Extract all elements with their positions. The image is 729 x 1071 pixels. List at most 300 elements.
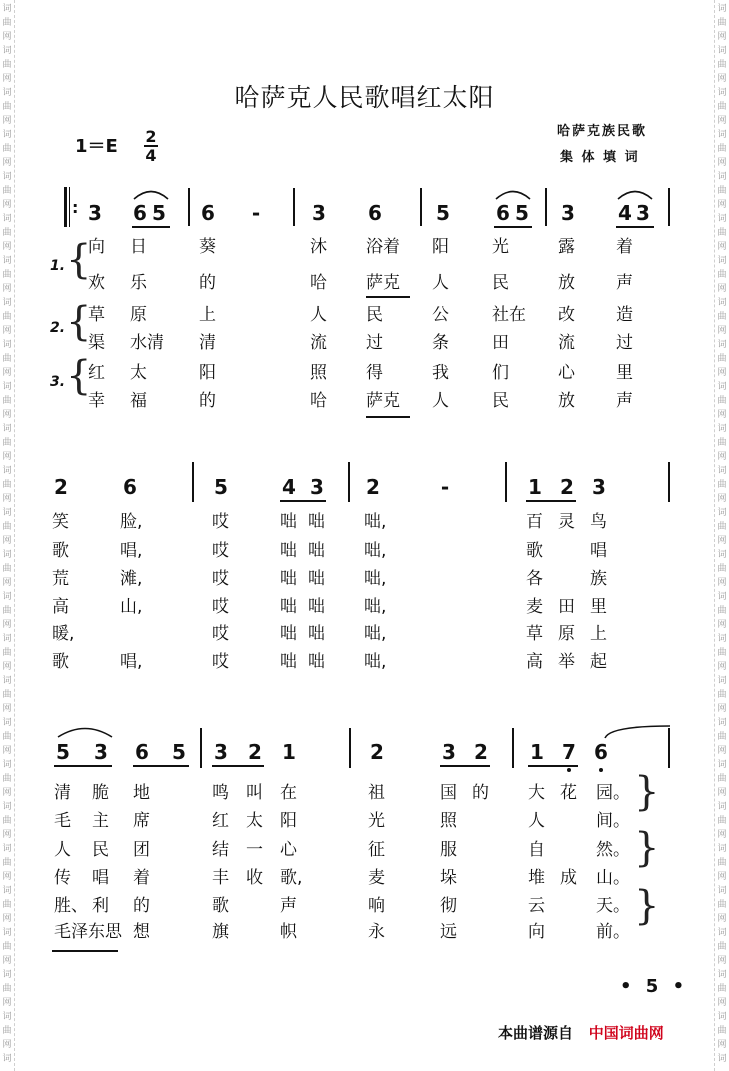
lyric-syllable: 得 bbox=[366, 363, 383, 383]
watermark-glyph: 词 bbox=[2, 592, 12, 602]
watermark-glyph: 曲 bbox=[2, 396, 12, 406]
lyric-syllable: 征 bbox=[368, 840, 385, 860]
lyric-syllable: 向 bbox=[528, 922, 545, 942]
note: 6 bbox=[594, 740, 608, 764]
watermark-glyph: 网 bbox=[2, 494, 12, 504]
watermark-glyph: 曲 bbox=[717, 690, 727, 700]
eighth-underline bbox=[526, 500, 576, 502]
lyric-syllable: 哎 bbox=[212, 624, 229, 644]
note: 6 bbox=[135, 740, 149, 764]
note: 3 bbox=[94, 740, 108, 764]
lyric-syllable: 萨克 bbox=[366, 391, 400, 411]
watermark-glyph: 网 bbox=[717, 284, 727, 294]
lyric-syllable: 服 bbox=[440, 840, 457, 860]
page-number: • 5 • bbox=[620, 976, 689, 997]
lyric-syllable: 咄 bbox=[280, 512, 297, 532]
lyric-syllable: 照 bbox=[310, 363, 327, 383]
watermark-glyph: 词 bbox=[717, 466, 727, 476]
lyric-syllable: 暖, bbox=[52, 624, 75, 644]
lyric-syllable: 灵 bbox=[558, 512, 575, 532]
lyric-syllable: 一 bbox=[246, 840, 263, 860]
watermark-glyph: 词 bbox=[717, 634, 727, 644]
watermark-glyph: 词 bbox=[717, 592, 727, 602]
verse-brace: { bbox=[66, 299, 92, 345]
lyric-syllable: 着 bbox=[133, 868, 150, 888]
watermark-glyph: 曲 bbox=[717, 480, 727, 490]
low-octave-dot bbox=[567, 768, 571, 772]
lyric-syllable: 堆 bbox=[528, 868, 545, 888]
lyric-syllable: 远 bbox=[440, 922, 457, 942]
watermark-glyph: 曲 bbox=[2, 144, 12, 154]
watermark-glyph: 曲 bbox=[717, 858, 727, 868]
lyric-syllable: 社在 bbox=[492, 305, 526, 325]
watermark-glyph: 曲 bbox=[2, 354, 12, 364]
note: 3 bbox=[592, 475, 606, 499]
barline bbox=[505, 462, 507, 502]
source-prefix: 本曲谱源自 bbox=[498, 1024, 574, 1042]
lyric-syllable: 咄, bbox=[364, 512, 387, 532]
lyric-syllable: 花 bbox=[560, 783, 577, 803]
note: 7 bbox=[562, 740, 576, 764]
syllable-underline bbox=[366, 296, 410, 298]
watermark-glyph: 词 bbox=[717, 928, 727, 938]
watermark-glyph: 网 bbox=[717, 746, 727, 756]
lyric-syllable: 传 bbox=[54, 868, 71, 888]
watermark-glyph: 曲 bbox=[717, 144, 727, 154]
lyric-syllable: 哎 bbox=[212, 652, 229, 672]
watermark-glyph: 曲 bbox=[2, 1026, 12, 1036]
note: 2 bbox=[248, 740, 262, 764]
lyric-syllable: 歌 bbox=[526, 541, 543, 561]
lyric-syllable: 原 bbox=[130, 305, 147, 325]
watermark-glyph: 网 bbox=[717, 998, 727, 1008]
left-watermark-strip bbox=[0, 0, 15, 1071]
watermark-glyph: 网 bbox=[2, 326, 12, 336]
lyric-syllable: 咄, bbox=[364, 624, 387, 644]
source-site-link[interactable]: 中国词曲网 bbox=[588, 1024, 664, 1042]
eighth-underline bbox=[440, 765, 490, 767]
lyric-syllable: 脆 bbox=[92, 783, 109, 803]
watermark-glyph: 词 bbox=[2, 802, 12, 812]
lyric-syllable: 想 bbox=[133, 922, 150, 942]
note: 3 bbox=[561, 201, 575, 225]
lyric-syllable: 麦 bbox=[368, 868, 385, 888]
lyric-syllable: 高 bbox=[526, 652, 543, 672]
note: 5 bbox=[152, 201, 166, 225]
lyric-syllable: 声 bbox=[280, 896, 297, 916]
watermark-glyph: 词 bbox=[717, 340, 727, 350]
watermark-glyph: 网 bbox=[2, 32, 12, 42]
lyric-syllable: 歌 bbox=[212, 896, 229, 916]
watermark-glyph: 网 bbox=[717, 662, 727, 672]
tie-to-repeat bbox=[604, 725, 672, 739]
lyric-syllable: 叫 bbox=[246, 783, 263, 803]
lyric-syllable: 前。 bbox=[596, 922, 630, 942]
lyric-syllable: 自 bbox=[528, 840, 545, 860]
watermark-glyph: 曲 bbox=[2, 186, 12, 196]
watermark-glyph: 词 bbox=[717, 172, 727, 182]
watermark-glyph: 网 bbox=[717, 242, 727, 252]
lyric-syllable: 沐 bbox=[310, 237, 327, 257]
lyric-syllable: 造 bbox=[616, 305, 633, 325]
watermark-glyph: 网 bbox=[717, 1040, 727, 1050]
lyric-syllable: 福 bbox=[130, 391, 147, 411]
lyric-syllable: 葵 bbox=[199, 237, 216, 257]
watermark-glyph: 词 bbox=[717, 298, 727, 308]
lyric-syllable: 里 bbox=[616, 363, 633, 383]
lyric-syllable: 乐 bbox=[130, 273, 147, 293]
watermark-glyph: 词 bbox=[2, 466, 12, 476]
watermark-glyph: 网 bbox=[717, 788, 727, 798]
eighth-underline bbox=[280, 500, 326, 502]
lyric-syllable: 们 bbox=[492, 363, 509, 383]
watermark-glyph: 曲 bbox=[2, 564, 12, 574]
lyric-syllable: 心 bbox=[280, 840, 297, 860]
barline bbox=[200, 728, 202, 768]
watermark-glyph: 词 bbox=[2, 760, 12, 770]
lyric-syllable: 团 bbox=[133, 840, 150, 860]
lyric-syllable: 园。 bbox=[596, 783, 630, 803]
lyric-syllable: 主 bbox=[92, 811, 109, 831]
watermark-glyph: 网 bbox=[2, 242, 12, 252]
watermark-glyph: 曲 bbox=[2, 732, 12, 742]
watermark-glyph: 网 bbox=[717, 578, 727, 588]
lyric-syllable: 水清 bbox=[130, 333, 164, 353]
watermark-glyph: 网 bbox=[2, 620, 12, 630]
watermark-glyph: 词 bbox=[717, 4, 727, 14]
lyric-syllable: 咄, bbox=[364, 652, 387, 672]
watermark-glyph: 网 bbox=[717, 158, 727, 168]
low-octave-dot bbox=[599, 768, 603, 772]
watermark-glyph: 词 bbox=[2, 508, 12, 518]
watermark-glyph: 曲 bbox=[2, 900, 12, 910]
watermark-glyph: 曲 bbox=[717, 564, 727, 574]
lyric-syllable: 然。 bbox=[596, 840, 630, 860]
verse-brace-right: } bbox=[634, 825, 660, 871]
watermark-glyph: 曲 bbox=[717, 186, 727, 196]
watermark-glyph: 网 bbox=[717, 452, 727, 462]
watermark-glyph: 网 bbox=[2, 410, 12, 420]
slur bbox=[133, 186, 169, 200]
watermark-glyph: 网 bbox=[2, 746, 12, 756]
watermark-glyph: 词 bbox=[2, 424, 12, 434]
lyric-syllable: 的 bbox=[199, 391, 216, 411]
watermark-glyph: 网 bbox=[717, 536, 727, 546]
slur bbox=[617, 186, 653, 200]
barline bbox=[512, 728, 514, 768]
right-watermark-strip bbox=[714, 0, 729, 1071]
note: 3 bbox=[312, 201, 326, 225]
watermark-glyph: 词 bbox=[717, 718, 727, 728]
watermark-glyph: 词 bbox=[717, 802, 727, 812]
lyric-syllable: 咄 bbox=[280, 541, 297, 561]
lyric-syllable: 流 bbox=[558, 333, 575, 353]
note: 1 bbox=[282, 740, 296, 764]
lyric-syllable: 咄 bbox=[280, 569, 297, 589]
watermark-glyph: 词 bbox=[2, 886, 12, 896]
note: 6 bbox=[368, 201, 382, 225]
watermark-glyph: 词 bbox=[2, 4, 12, 14]
lyric-syllable: 唱 bbox=[92, 868, 109, 888]
lyric-syllable: 云 bbox=[528, 896, 545, 916]
watermark-glyph: 曲 bbox=[717, 1026, 727, 1036]
watermark-glyph: 网 bbox=[717, 326, 727, 336]
note-extension-dash: - bbox=[251, 201, 261, 225]
watermark-glyph: 网 bbox=[717, 116, 727, 126]
watermark-glyph: 词 bbox=[717, 88, 727, 98]
note: 3 bbox=[442, 740, 456, 764]
note: 5 bbox=[214, 475, 228, 499]
lyric-syllable: 草 bbox=[526, 624, 543, 644]
repeat-start-thin-bar bbox=[69, 187, 70, 227]
watermark-glyph: 曲 bbox=[2, 858, 12, 868]
lyric-syllable: 的 bbox=[472, 783, 489, 803]
lyric-syllable: 歌, bbox=[280, 868, 303, 888]
lyric-syllable: 山。 bbox=[596, 868, 630, 888]
watermark-glyph: 网 bbox=[2, 116, 12, 126]
verse-label-3: 3. bbox=[50, 374, 66, 390]
watermark-glyph: 词 bbox=[2, 130, 12, 140]
lyric-syllable: 人 bbox=[528, 811, 545, 831]
watermark-glyph: 词 bbox=[717, 676, 727, 686]
lyric-syllable: 人 bbox=[432, 391, 449, 411]
lyric-syllable: 族 bbox=[590, 569, 607, 589]
barline bbox=[349, 728, 351, 768]
lyric-syllable: 着 bbox=[616, 237, 633, 257]
lyric-syllable: 声 bbox=[616, 273, 633, 293]
lyric-syllable: 唱, bbox=[120, 652, 143, 672]
watermark-glyph: 词 bbox=[2, 928, 12, 938]
lyric-syllable: 民 bbox=[366, 305, 383, 325]
source-credit bbox=[498, 1022, 664, 1043]
watermark-glyph: 词 bbox=[717, 214, 727, 224]
lyric-syllable: 太 bbox=[246, 811, 263, 831]
lyric-syllable: 天。 bbox=[596, 896, 630, 916]
lyric-syllable: 声 bbox=[616, 391, 633, 411]
watermark-glyph: 曲 bbox=[717, 438, 727, 448]
lyric-syllable: 举 bbox=[558, 652, 575, 672]
lyric-syllable: 唱 bbox=[590, 541, 607, 561]
note: 3 bbox=[88, 201, 102, 225]
watermark-glyph: 网 bbox=[2, 788, 12, 798]
note: 3 bbox=[310, 475, 324, 499]
eighth-underline bbox=[132, 226, 170, 228]
lyric-syllable: 脸, bbox=[120, 512, 143, 532]
verse-brace: { bbox=[66, 353, 92, 399]
watermark-glyph: 网 bbox=[2, 452, 12, 462]
watermark-glyph: 网 bbox=[717, 956, 727, 966]
watermark-glyph: 网 bbox=[717, 872, 727, 882]
lyric-syllable: 民 bbox=[492, 391, 509, 411]
lyric-syllable: 萨克 bbox=[366, 273, 400, 293]
lyric-syllable: 原 bbox=[558, 624, 575, 644]
note: 5 bbox=[172, 740, 186, 764]
barline bbox=[293, 188, 295, 226]
barline bbox=[668, 728, 670, 768]
eighth-underline bbox=[528, 765, 578, 767]
lyric-syllable: 起 bbox=[590, 652, 607, 672]
lyric-syllable: 放 bbox=[558, 391, 575, 411]
lyric-syllable: 过 bbox=[366, 333, 383, 353]
verse-brace-right: } bbox=[634, 769, 660, 815]
lyric-syllable: 日 bbox=[130, 237, 147, 257]
slur bbox=[495, 186, 531, 200]
lyric-syllable: 改 bbox=[558, 305, 575, 325]
lyric-syllable: 垛 bbox=[440, 868, 457, 888]
watermark-glyph: 网 bbox=[717, 368, 727, 378]
lyric-syllable: 田 bbox=[492, 333, 509, 353]
watermark-glyph: 词 bbox=[717, 382, 727, 392]
lyric-syllable: 各 bbox=[526, 569, 543, 589]
lyricist-credit: 集 体 填 词 bbox=[560, 150, 640, 165]
note: 1 bbox=[530, 740, 544, 764]
note: 4 bbox=[618, 201, 632, 225]
watermark-glyph: 网 bbox=[2, 536, 12, 546]
watermark-glyph: 网 bbox=[2, 158, 12, 168]
lyric-syllable: 人 bbox=[432, 273, 449, 293]
note: 5 bbox=[515, 201, 529, 225]
eighth-underline bbox=[494, 226, 532, 228]
watermark-glyph: 网 bbox=[2, 914, 12, 924]
lyric-syllable: 帜 bbox=[280, 922, 297, 942]
watermark-glyph: 曲 bbox=[2, 60, 12, 70]
watermark-glyph: 网 bbox=[717, 410, 727, 420]
lyric-syllable: 幸 bbox=[88, 391, 105, 411]
note-extension-dash: - bbox=[440, 475, 450, 499]
lyric-syllable: 人 bbox=[54, 840, 71, 860]
watermark-glyph: 网 bbox=[717, 32, 727, 42]
watermark-glyph: 词 bbox=[2, 214, 12, 224]
lyric-syllable: 收 bbox=[246, 868, 263, 888]
barline bbox=[192, 462, 194, 502]
note: 2 bbox=[366, 475, 380, 499]
lyric-syllable: 哎 bbox=[212, 512, 229, 532]
lyric-syllable: 响 bbox=[368, 896, 385, 916]
watermark-glyph: 词 bbox=[2, 46, 12, 56]
syllable-underline bbox=[52, 950, 118, 952]
lyric-syllable: 阳 bbox=[280, 811, 297, 831]
watermark-glyph: 曲 bbox=[717, 900, 727, 910]
slur bbox=[57, 724, 113, 738]
lyric-syllable: 咄 bbox=[280, 597, 297, 617]
watermark-glyph: 网 bbox=[2, 662, 12, 672]
barline bbox=[545, 188, 547, 226]
lyric-syllable: 的 bbox=[133, 896, 150, 916]
lyric-syllable: 光 bbox=[492, 237, 509, 257]
watermark-glyph: 词 bbox=[717, 550, 727, 560]
watermark-glyph: 词 bbox=[2, 298, 12, 308]
lyric-syllable: 咄, bbox=[364, 541, 387, 561]
lyric-syllable: 利 bbox=[92, 896, 109, 916]
note: 6 bbox=[123, 475, 137, 499]
eighth-underline bbox=[616, 226, 654, 228]
lyric-syllable: 毛 bbox=[54, 811, 71, 831]
watermark-glyph: 网 bbox=[2, 74, 12, 84]
lyric-syllable: 太 bbox=[130, 363, 147, 383]
watermark-glyph: 网 bbox=[2, 704, 12, 714]
key-signature: 1＝E bbox=[75, 136, 118, 157]
lyric-syllable: 唱, bbox=[120, 541, 143, 561]
lyric-syllable: 阳 bbox=[432, 237, 449, 257]
lyric-syllable: 向 bbox=[88, 237, 105, 257]
note: 2 bbox=[54, 475, 68, 499]
lyric-syllable: 人 bbox=[310, 305, 327, 325]
watermark-glyph: 曲 bbox=[717, 312, 727, 322]
song-title: 哈萨克人民歌唱红太阳 bbox=[234, 83, 495, 112]
lyric-syllable: 欢 bbox=[88, 273, 105, 293]
watermark-glyph: 曲 bbox=[2, 774, 12, 784]
watermark-glyph: 曲 bbox=[717, 228, 727, 238]
note: 2 bbox=[370, 740, 384, 764]
watermark-glyph: 网 bbox=[717, 494, 727, 504]
watermark-glyph: 词 bbox=[717, 256, 727, 266]
lyric-syllable: 上 bbox=[590, 624, 607, 644]
watermark-glyph: 网 bbox=[2, 200, 12, 210]
eighth-underline bbox=[133, 765, 189, 767]
lyric-syllable: 麦 bbox=[526, 597, 543, 617]
watermark-glyph: 词 bbox=[717, 760, 727, 770]
watermark-glyph: 曲 bbox=[2, 228, 12, 238]
lyric-syllable: 成 bbox=[560, 868, 577, 888]
lyric-syllable: 山, bbox=[120, 597, 143, 617]
lyric-syllable: 清 bbox=[199, 333, 216, 353]
lyric-syllable: 旗 bbox=[212, 922, 229, 942]
lyric-syllable: 上 bbox=[199, 305, 216, 325]
lyric-syllable: 咄 bbox=[308, 512, 325, 532]
lyric-syllable: 咄 bbox=[308, 569, 325, 589]
lyric-syllable: 过 bbox=[616, 333, 633, 353]
lyric-syllable: 百 bbox=[526, 512, 543, 532]
lyric-syllable: 歌 bbox=[52, 541, 69, 561]
watermark-glyph: 网 bbox=[717, 704, 727, 714]
lyric-syllable: 荒 bbox=[52, 569, 69, 589]
barline bbox=[668, 462, 670, 502]
lyric-syllable: 鸣 bbox=[212, 783, 229, 803]
watermark-glyph: 曲 bbox=[2, 648, 12, 658]
watermark-glyph: 网 bbox=[2, 872, 12, 882]
lyric-syllable: 国 bbox=[440, 783, 457, 803]
watermark-glyph: 词 bbox=[2, 256, 12, 266]
lyric-syllable: 高 bbox=[52, 597, 69, 617]
watermark-glyph: 曲 bbox=[2, 690, 12, 700]
lyric-syllable: 民 bbox=[492, 273, 509, 293]
watermark-glyph: 曲 bbox=[2, 18, 12, 28]
barline bbox=[668, 188, 670, 226]
time-signature-top: 2 bbox=[145, 127, 157, 146]
watermark-glyph: 曲 bbox=[2, 102, 12, 112]
watermark-glyph: 曲 bbox=[717, 606, 727, 616]
lyric-syllable: 歌 bbox=[52, 652, 69, 672]
lyric-syllable: 咄, bbox=[364, 569, 387, 589]
lyric-syllable: 我 bbox=[432, 363, 449, 383]
time-signature-bottom: 4 bbox=[145, 146, 157, 165]
watermark-glyph: 曲 bbox=[717, 984, 727, 994]
watermark-glyph: 曲 bbox=[2, 480, 12, 490]
watermark-glyph: 曲 bbox=[2, 312, 12, 322]
lyric-syllable: 永 bbox=[368, 922, 385, 942]
lyric-syllable: 里 bbox=[590, 597, 607, 617]
verse-label-2: 2. bbox=[50, 320, 66, 336]
watermark-glyph: 网 bbox=[717, 830, 727, 840]
lyric-syllable: 咄 bbox=[308, 624, 325, 644]
eighth-underline bbox=[54, 765, 112, 767]
lyric-syllable: 胜、 bbox=[54, 896, 88, 916]
note: 2 bbox=[474, 740, 488, 764]
note: 1 bbox=[528, 475, 542, 499]
watermark-glyph: 曲 bbox=[2, 984, 12, 994]
eighth-underline bbox=[212, 765, 264, 767]
watermark-glyph: 词 bbox=[717, 424, 727, 434]
